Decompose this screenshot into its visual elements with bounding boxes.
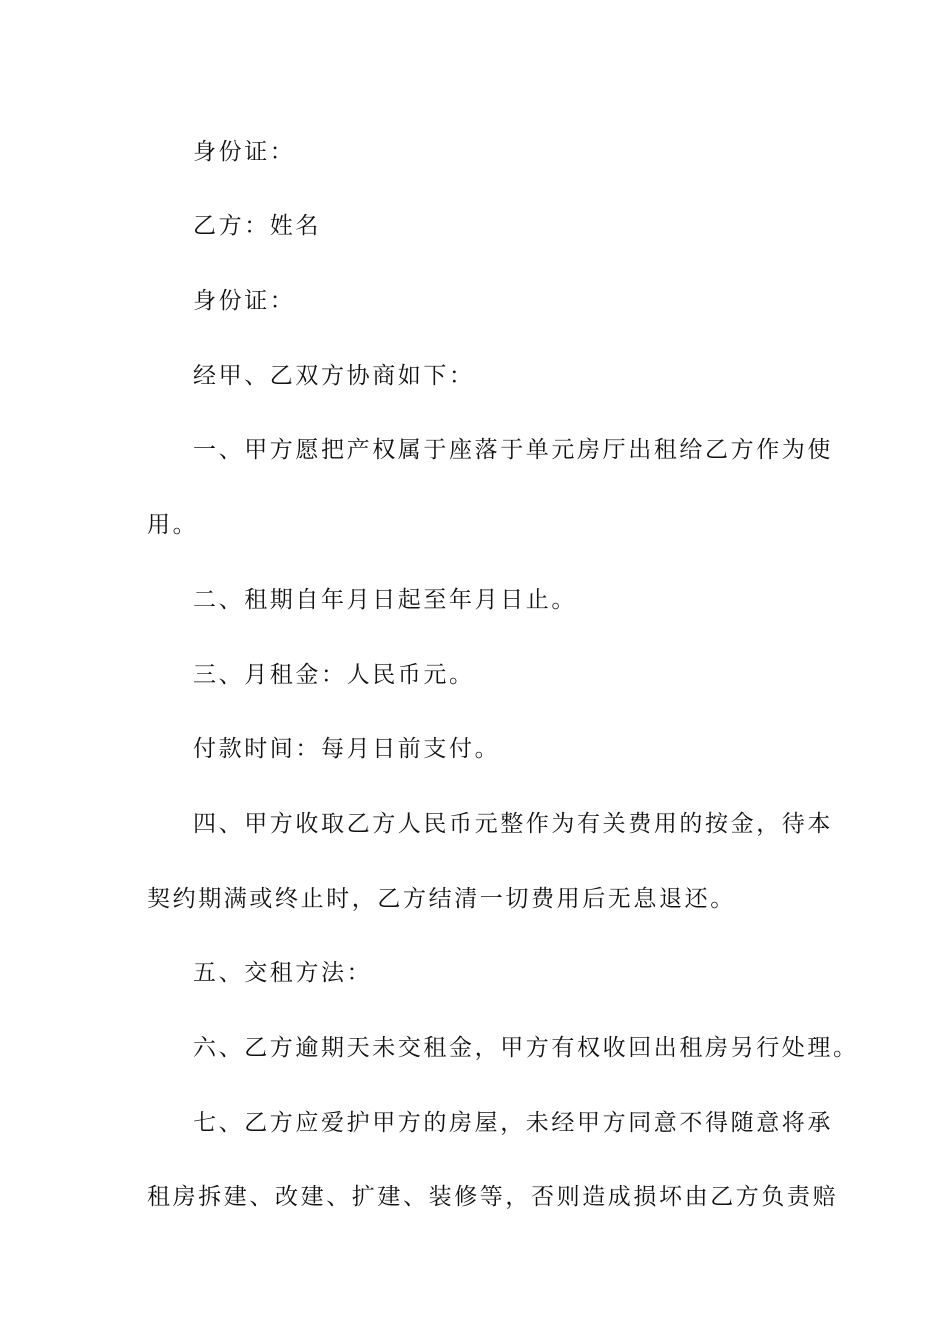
text-line: 租房拆建、改建、扩建、装修等，否则造成损坏由乙方负责赔: [147, 1184, 839, 1210]
text-line: 付款时间：每月日前支付。: [193, 736, 501, 762]
text-line: 四、甲方收取乙方人民币元整作为有关费用的按金，待本: [193, 811, 833, 837]
text-line: 七、乙方应爱护甲方的房屋，未经甲方同意不得随意将承: [193, 1110, 833, 1136]
text-line: 五、交租方法：: [193, 960, 373, 986]
text-line: 三、月租金：人民币元。: [193, 662, 475, 688]
text-line: 经甲、乙双方协商如下：: [193, 363, 475, 389]
text-line: 契约期满或终止时，乙方结清一切费用后无息退还。: [147, 886, 736, 912]
text-line: 六、乙方逾期天未交租金，甲方有权收回出租房另行处理。: [193, 1035, 859, 1061]
text-line: 一、甲方愿把产权属于座落于单元房厅出租给乙方作为使: [193, 437, 833, 463]
text-line: 二、租期自年月日起至年月日止。: [193, 587, 577, 613]
text-line: 身份证：: [193, 139, 296, 165]
text-line: 乙方：姓名: [193, 213, 321, 239]
text-line: 身份证：: [193, 288, 296, 314]
text-line: 用。: [147, 512, 199, 538]
